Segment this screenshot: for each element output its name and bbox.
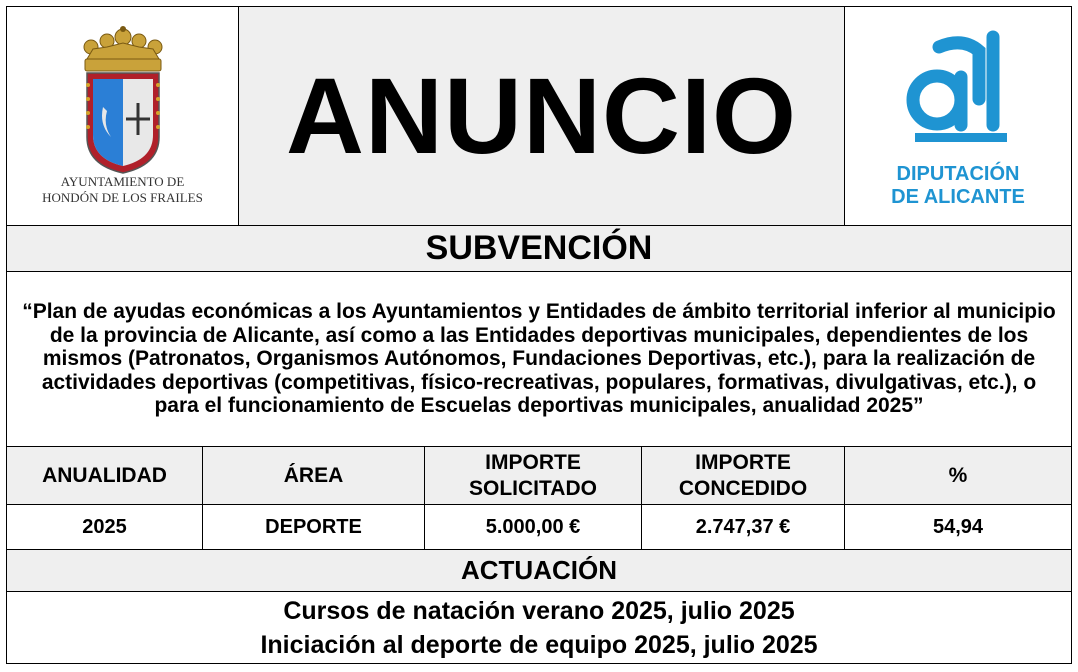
- header-anualidad: ANUALIDAD: [7, 447, 203, 504]
- cell-importe-concedido: 2.747,37 €: [642, 505, 845, 549]
- header-importe-solicitado: IMPORTE SOLICITADO: [425, 447, 642, 504]
- page-title: ANUNCIO: [286, 55, 797, 176]
- actuacion-heading: ACTUACIÓN: [7, 549, 1071, 591]
- header-row: [7, 7, 1071, 225]
- announcement-sheet: [6, 6, 1072, 664]
- subvencion-heading: SUBVENCIÓN: [7, 225, 1071, 271]
- header-area: ÁREA: [203, 447, 425, 504]
- cell-importe-solicitado: 5.000,00 €: [425, 505, 642, 549]
- ayuntamiento-name-line1: AYUNTAMIENTO DE: [60, 174, 185, 189]
- actuacion-item: Iniciación al deporte de equipo 2025, julio 2025: [260, 630, 818, 659]
- diputacion-name-line2: DE ALICANTE: [891, 186, 1025, 208]
- header-porcentaje: %: [948, 463, 968, 487]
- table-header-row: [7, 446, 1071, 504]
- diputacion-name-line1: DIPUTACIÓN: [896, 163, 1020, 185]
- diputacion-logo-cell: [845, 7, 1071, 225]
- header-importe-concedido: IMPORTE CONCEDIDO: [642, 447, 845, 504]
- title-cell: [239, 7, 845, 225]
- cell-anualidad: 2025: [7, 505, 203, 549]
- ayuntamiento-name-line2: HONDÓN DE LOS FRAILES: [42, 190, 203, 205]
- cell-area: DEPORTE: [203, 505, 425, 549]
- plan-description: “Plan de ayudas económicas a los Ayuntamientos y Entidades de ámbito territorial inferior al municipio de la provincia de Alicante, así como a las Entidades deportivas municipales, dependientes de los mismos (Patronatos, Organismos Autónomos, Fundaciones Deportivas, etc.), para la realización de actividades deportivas (competitivas, físico-recreativas, populares, formativas, divulgativas, etc.), o para el funcionamiento de Escuelas deportivas municipales, anualidad 2025”: [7, 271, 1071, 446]
- actuacion-list: [7, 591, 1071, 663]
- actuacion-item: Cursos de natación verano 2025, julio 2025: [283, 596, 795, 625]
- cell-porcentaje: 54,94: [932, 515, 984, 538]
- ayuntamiento-logo-cell: [7, 7, 239, 225]
- table-row: [7, 504, 1071, 549]
